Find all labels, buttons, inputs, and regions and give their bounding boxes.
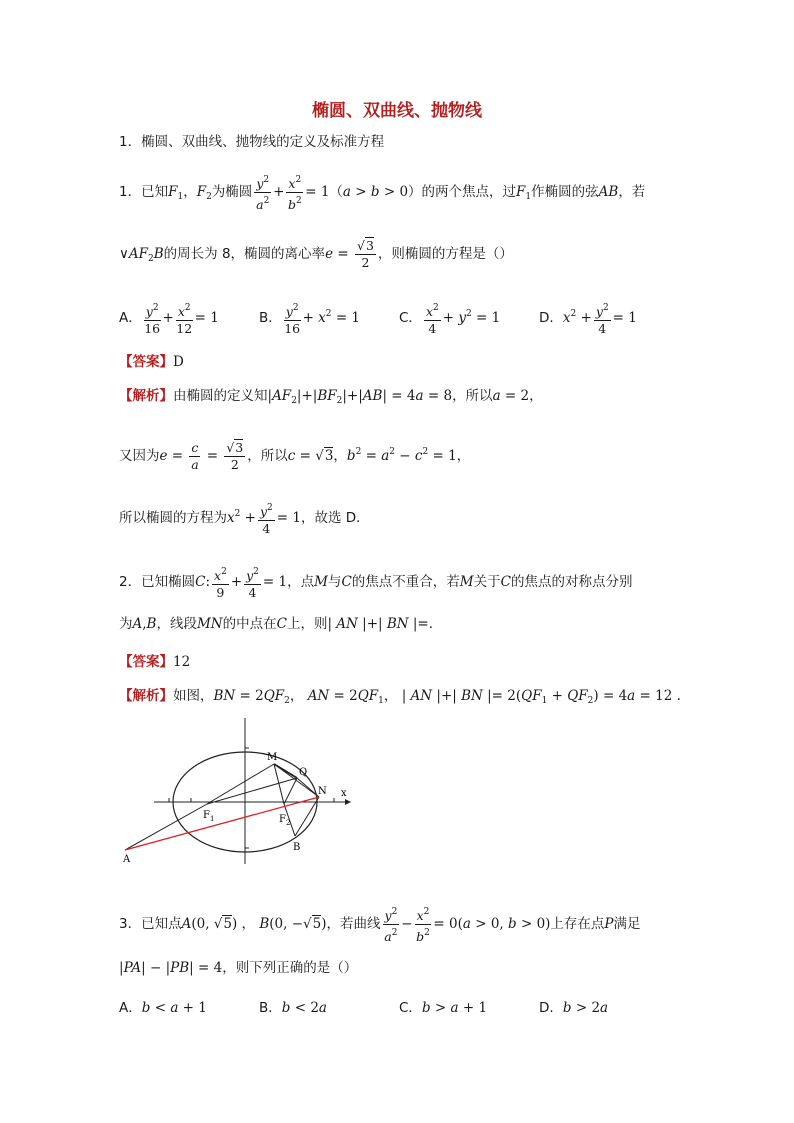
label-f2: F <box>279 814 286 825</box>
label-n: N <box>318 786 327 797</box>
label-b: B <box>293 842 301 853</box>
q1-solution-line1: 【解析】由椭圆的定义知$|AF_2|+|BF_2|+|AB| = 4a = 8$，所以a = 2， <box>119 388 543 406</box>
ellipse-figure <box>119 718 369 864</box>
q2-solution: 【解析】如图，BN = $2QF_2$， AN = $2QF_1$， | AN |+| BN |= $2(QF_1 + QF_2) = 4a = 12$ . <box>119 688 681 706</box>
label-f1: F <box>203 810 210 821</box>
svg-text:2: 2 <box>286 819 291 827</box>
q3-option-a[interactable]: A．b < a + 1 <box>119 1000 207 1016</box>
q1-option-d[interactable]: D．$x^2$ + $\frac{y^2}{4}$ = 1 <box>539 300 637 337</box>
q3-stem-line1: 3．已知点A(0, √5) ， B(0, −√5)，若曲线 $\frac{y^2}{a^2}$ − $\frac{x^2}{b^2}$ = 0(a > 0, b > 0)上存在点P满足 <box>119 904 641 945</box>
q2-answer: 【答案】12 <box>119 654 191 670</box>
q1-solution-line2: 又因为e = $\frac{c}{a}$ = $\frac{√3}{2}$ ，所以c = √3，$b^2 = a^2 - c^2 = 1$， <box>119 440 471 472</box>
q1-stem-line1: 1．已知$F_1$，$F_2$为椭圆 $\frac{y^2}{a^2}$ + $\frac{x^2}{b^2}$ = 1（a > b > 0）的两个焦点，过$F_1$作椭圆的弦AB，若 <box>119 172 645 213</box>
q2-stem-line1: 2．已知椭圆C: $\frac{x^2}{9}$ + $\frac{y^2}{4}$ = 1，点M与C的焦点不重合，若M关于C的焦点的对称点分别 <box>119 564 632 601</box>
q3-option-d[interactable]: D．b > 2a <box>539 1000 609 1016</box>
svg-text:1: 1 <box>210 815 215 823</box>
q1-option-c[interactable]: C． $\frac{x^2}{4}$ + $y^2 = 1$ <box>399 300 500 337</box>
q1-solution-line3: 所以椭圆的方程为$x^2$ + $\frac{y^2}{4}$ = 1，故选 D． <box>119 500 370 537</box>
page-title: 椭圆、双曲线、抛物线 <box>312 101 482 121</box>
q2-stem-line2: 为A,B，线段MN的中点在C上，则| AN |+| BN |=． <box>119 616 443 632</box>
label-a: A <box>123 854 131 864</box>
q3-stem-line2: |PA| − |PB| = 4，则下列正确的是（） <box>119 960 358 976</box>
q1-option-a[interactable]: A． $\frac{y^2}{16}$ + $\frac{x^2}{12}$ = 1 <box>119 300 219 337</box>
q3-option-c[interactable]: C．b > a + 1 <box>399 1000 488 1016</box>
q3-option-b[interactable]: B．b < 2a <box>259 1000 327 1016</box>
label-q: Q <box>299 767 308 778</box>
x-axis-arrow <box>345 799 351 805</box>
q1-option-b[interactable]: B． $\frac{y^2}{16}$ + $x^2 = 1$ <box>259 300 360 337</box>
q1-stem-line2: $\vee AF_2B$的周长为 8，椭圆的离心率e = $\frac{√3}{2}$ ，则椭圆的方程是（） <box>119 238 513 270</box>
label-m: M <box>267 752 278 763</box>
section-heading: 1．椭圆、双曲线、抛物线的定义及标准方程 <box>119 134 385 150</box>
q1-answer: 【答案】D <box>119 354 184 370</box>
label-x: x <box>341 788 347 799</box>
